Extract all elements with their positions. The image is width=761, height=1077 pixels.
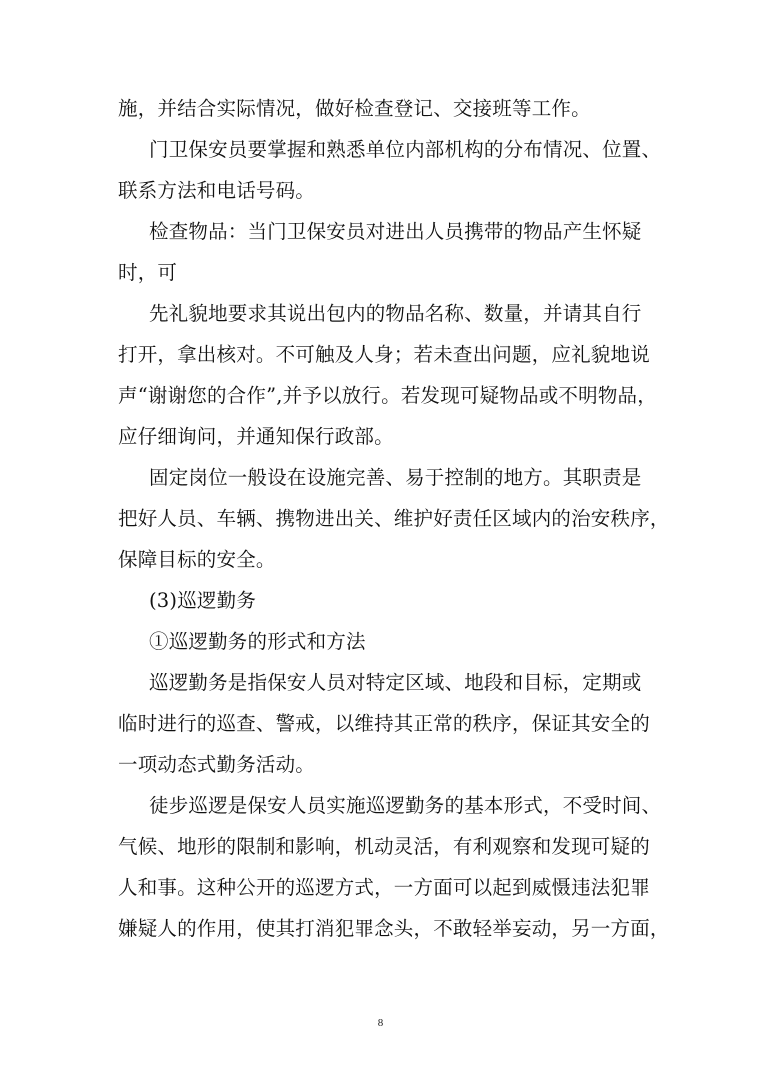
text-line: 保障目标的安全。 <box>118 548 276 571</box>
text-line: 时，可 <box>118 261 178 284</box>
text-line: 打开，拿出核对。不可触及人身；若未查出问题，应礼貌地说 <box>118 343 650 366</box>
paragraph-start: 检查物品：当门卫保安员对进出人员携带的物品产生怀疑 <box>149 220 642 243</box>
subsection-heading: ①巡逻勤务的形式和方法 <box>149 630 366 653</box>
text-line: 人和事。这种公开的巡逻方式，一方面可以起到威慑违法犯罪 <box>118 876 650 899</box>
text-line: 嫌疑人的作用，使其打消犯罪念头，不敢轻举妄动，另一方面， <box>118 917 670 940</box>
paragraph-start: 门卫保安员要掌握和熟悉单位内部机构的分布情况、位置、 <box>149 138 662 161</box>
section-heading: (3)巡逻勤务 <box>149 589 257 612</box>
text-line: 气候、地形的限制和影响，机动灵活，有利观察和发现可疑的 <box>118 835 650 858</box>
paragraph-start: 固定岗位一般设在设施完善、易于控制的地方。其职责是 <box>149 466 642 489</box>
text-line: 声“谢谢您的合作”,并予以放行。若发现可疑物品或不明物品， <box>118 384 657 407</box>
text-line: 临时进行的巡查、警戒，以维持其正常的秩序，保证其安全的 <box>118 712 650 735</box>
paragraph-start: 先礼貌地要求其说出包内的物品名称、数量，并请其自行 <box>149 302 642 325</box>
text-line: 施，并结合实际情况，做好检查登记、交接班等工作。 <box>118 97 591 120</box>
text-line: 应仔细询问，并通知保行政部。 <box>118 425 394 448</box>
text-line: 联系方法和电话号码。 <box>118 179 316 202</box>
paragraph-start: 巡逻勤务是指保安人员对特定区域、地段和目标，定期或 <box>149 671 642 694</box>
page-number: 8 <box>377 1017 384 1029</box>
text-line: 把好人员、车辆、携物进出关、维护好责任区域内的治安秩序， <box>118 507 670 530</box>
body-text <box>118 88 670 949</box>
paragraph-start: 徒步巡逻是保安人员实施巡逻勤务的基本形式，不受时间、 <box>149 794 662 817</box>
text-line: 一项动态式勤务活动。 <box>118 753 316 776</box>
